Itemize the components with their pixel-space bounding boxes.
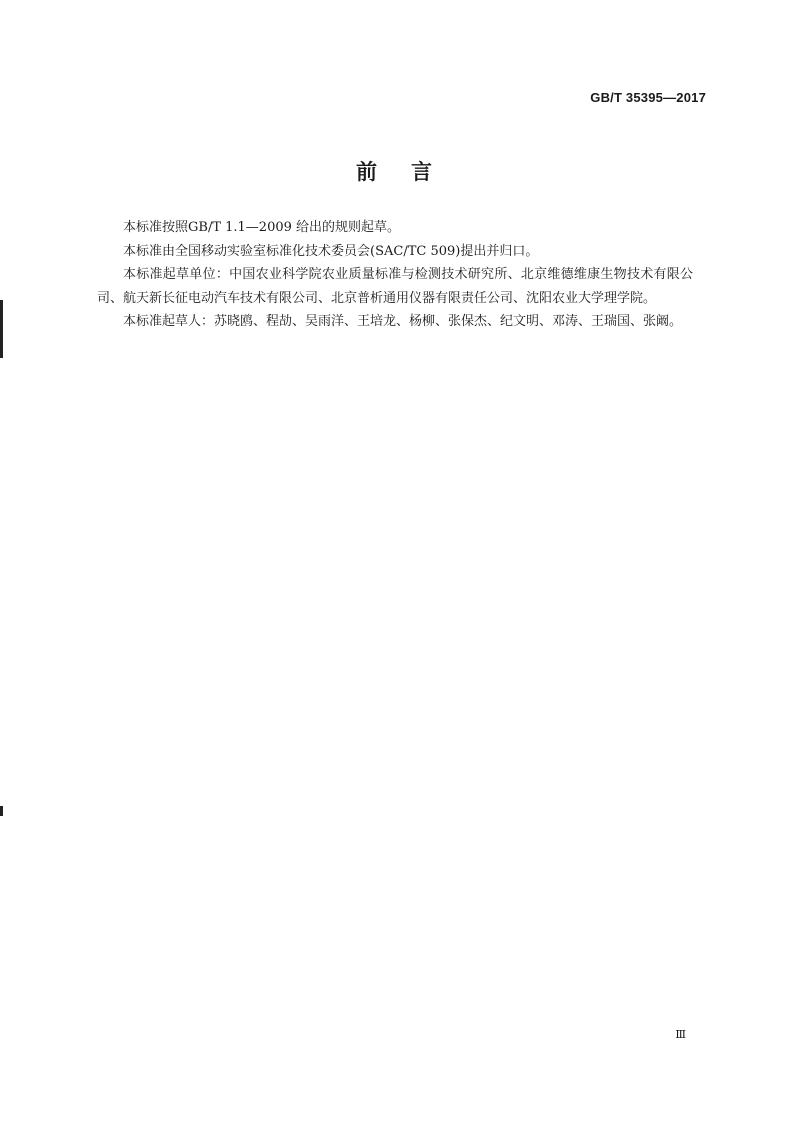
standard-number: GB/T 35395—2017 [590,90,706,105]
paragraph-drafting-rules: 本标准按照GB/T 1.1—2009 给出的规则起草。 [123,220,401,235]
scan-margin-mark [0,300,3,358]
paragraph-drafting-units: 本标准起草单位：中国农业科学院农业质量标准与检测技术研究所、北京维德维康生物技术有限公司、航天新长征电动汽车技术有限公司、北京普析通用仪器有限责任公司、沈阳农业大学理学院。 [97,267,693,306]
foreword-body [97,216,693,334]
paragraph-proposer: 本标准由全国移动实验室标准化技术委员会(SAC/TC 509)提出并归口。 [123,243,539,259]
paragraph-drafters: 本标准起草人：苏晓鸥、程劼、吴雨洋、王培龙、杨柳、张保杰、纪文明、邓涛、王瑞国、张阚。 [123,314,683,329]
page-title: 前言 [356,160,466,184]
scan-margin-mark [0,806,3,816]
page-number: Ⅲ [675,1028,686,1041]
